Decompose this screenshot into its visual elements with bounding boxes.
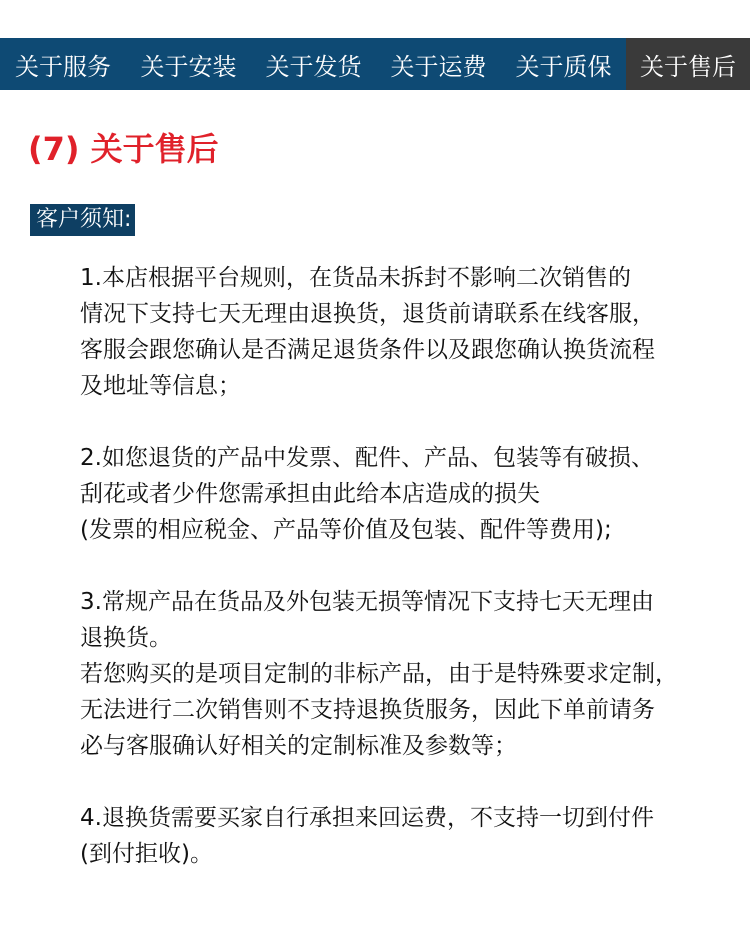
tab-service[interactable]: 关于服务 [15, 52, 111, 81]
policy-line: 退换货。 [80, 625, 172, 651]
tab-warranty[interactable]: 关于质保 [515, 52, 612, 81]
tab-shipping[interactable]: 关于发货 [265, 52, 362, 81]
policy-line: 情况下支持七天无理由退换货，退货前请联系在线客服， [80, 301, 655, 327]
policy-paragraph-1 [80, 260, 740, 404]
policy-line: (到付拒收)。 [80, 841, 213, 867]
policy-paragraph-2 [80, 440, 740, 548]
policy-line: (发票的相应税金、产品等价值及包装、配件等费用); [80, 517, 612, 543]
policy-paragraph-4 [80, 800, 740, 872]
customer-notice-label: 客户须知: [30, 204, 135, 236]
tab-bar [0, 38, 750, 90]
policy-line: 2.如您退货的产品中发票、配件、产品、包装等有破损、 [80, 445, 654, 471]
policy-line: 若您购买的是项目定制的非标产品，由于是特殊要求定制， [80, 661, 678, 687]
policy-line: 及地址等信息； [80, 373, 241, 399]
section-title: (7) 关于售后 [28, 130, 219, 168]
tab-freight[interactable]: 关于运费 [390, 52, 487, 81]
tab-after-sales[interactable]: 关于售后 [626, 38, 750, 90]
policy-line: 客服会跟您确认是否满足退货条件以及跟您确认换货流程 [80, 337, 655, 363]
policy-line: 必与客服确认好相关的定制标准及参数等； [80, 733, 517, 759]
policy-line: 1.本店根据平台规则，在货品未拆封不影响二次销售的 [80, 265, 631, 291]
policy-line: 刮花或者少件您需承担由此给本店造成的损失 [80, 481, 540, 507]
policy-line: 3.常规产品在货品及外包装无损等情况下支持七天无理由 [80, 589, 654, 615]
policy-line: 4.退换货需要买家自行承担来回运费，不支持一切到付件 [80, 805, 654, 831]
tab-installation[interactable]: 关于安装 [140, 52, 237, 81]
policy-line: 无法进行二次销售则不支持退换货服务，因此下单前请务 [80, 697, 655, 723]
policy-content [80, 260, 740, 908]
policy-paragraph-3 [80, 584, 740, 764]
